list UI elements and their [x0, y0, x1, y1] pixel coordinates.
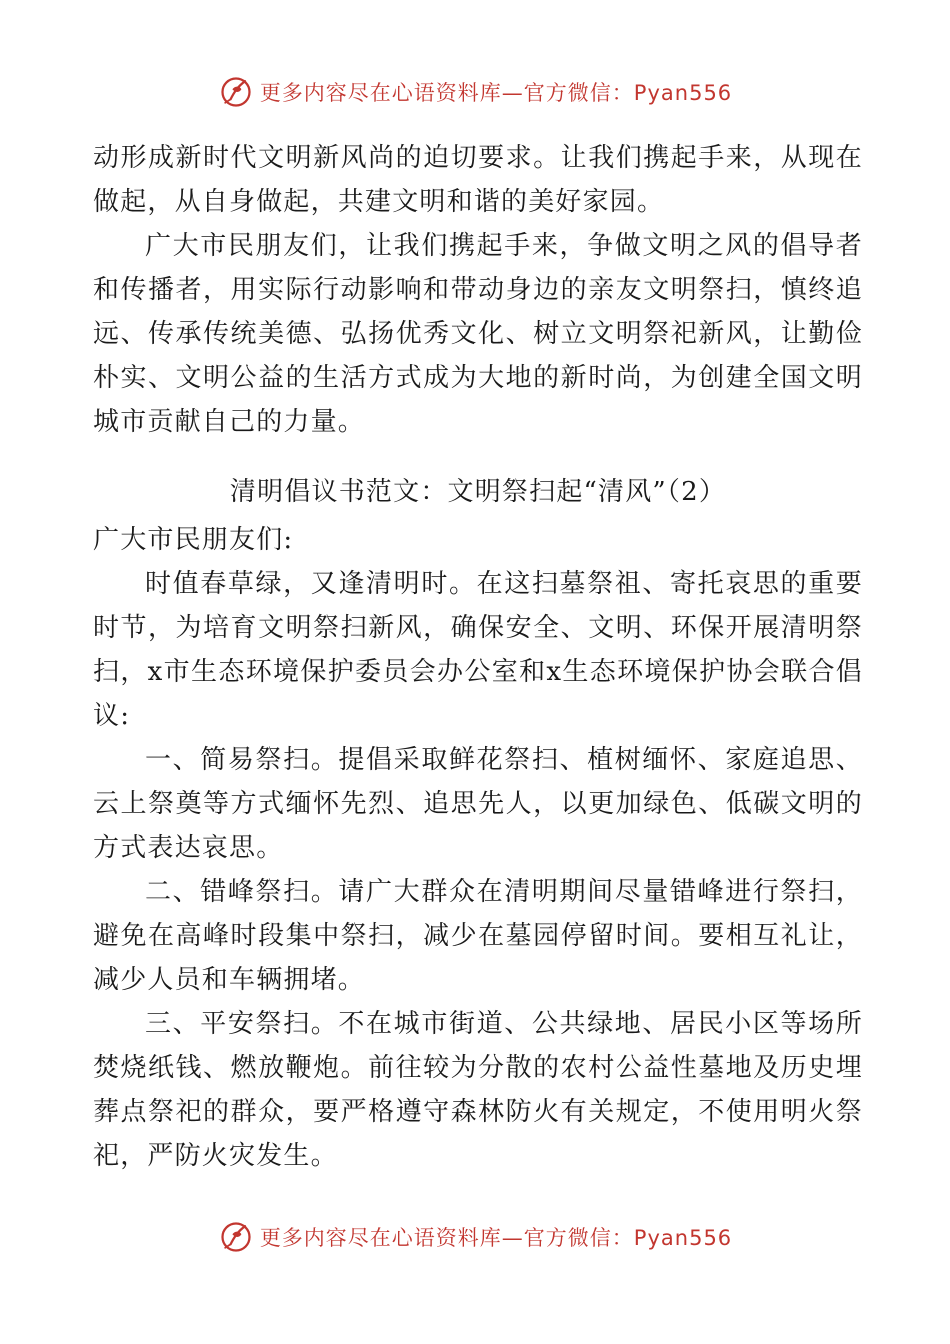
paragraph-item-1: 一、简易祭扫。提倡采取鲜花祭扫、植树缅怀、家庭追思、云上祭奠等方式缅怀先烈、追思先人，以更加绿色、低碳文明的方式表达哀思。: [93, 745, 863, 863]
paragraph-intro: 时值春草绿，又逢清明时。在这扫墓祭祖、寄托哀思的重要时节，为培育文明祭扫新风，确保安全、文明、环保开展清明祭扫，x市生态环境保护委员会办公室和x生态环境保护协会联合倡议:: [93, 569, 863, 731]
paragraph-item-3: 三、平安祭扫。不在城市街道、公共绿地、居民小区等场所焚烧纸钱、燃放鞭炮。前往较为分散的农村公益性墓地及历史埋葬点祭祀的群众，要严格遵守森林防火有关规定，不使用明火祭祀，严防火灾发生。: [93, 1009, 863, 1171]
footer-banner: [0, 1213, 950, 1261]
paragraph-item-2: 二、错峰祭扫。请广大群众在清明期间尽量错峰进行祭扫，避免在高峰时段集中祭扫，减少在墓园停留时间。要相互礼让，减少人员和车辆拥堵。: [93, 877, 863, 995]
salutation: 广大市民朋友们:: [93, 525, 294, 555]
section-title: 清明倡议书范文：文明祭扫起“清风”（2）: [229, 477, 727, 507]
document-body: [93, 136, 863, 1178]
paragraph-appeal: 广大市民朋友们，让我们携起手来，争做文明之风的倡导者和传播者，用实际行动影响和带动身边的亲友文明祭扫，慎终追远、传承传统美德、弘扬优秀文化、树立文明祭祀新风，让勤俭朴实、文明公益的生活方式成为大地的新时尚，为创建全国文明城市贡献自己的力量。: [93, 231, 863, 437]
footer-banner-text: 更多内容尽在心语资料库—官方微信：Pyan556: [259, 1226, 733, 1250]
header-banner-text: 更多内容尽在心语资料库—官方微信：Pyan556: [259, 81, 733, 105]
rose-quill-logo-icon: [218, 1219, 254, 1255]
paragraph-continuation: 动形成新时代文明新风尚的迫切要求。让我们携起手来，从现在做起，从自身做起，共建文明和谐的美好家园。: [93, 143, 863, 217]
rose-quill-logo-icon: [218, 74, 254, 110]
header-banner: [0, 68, 950, 116]
